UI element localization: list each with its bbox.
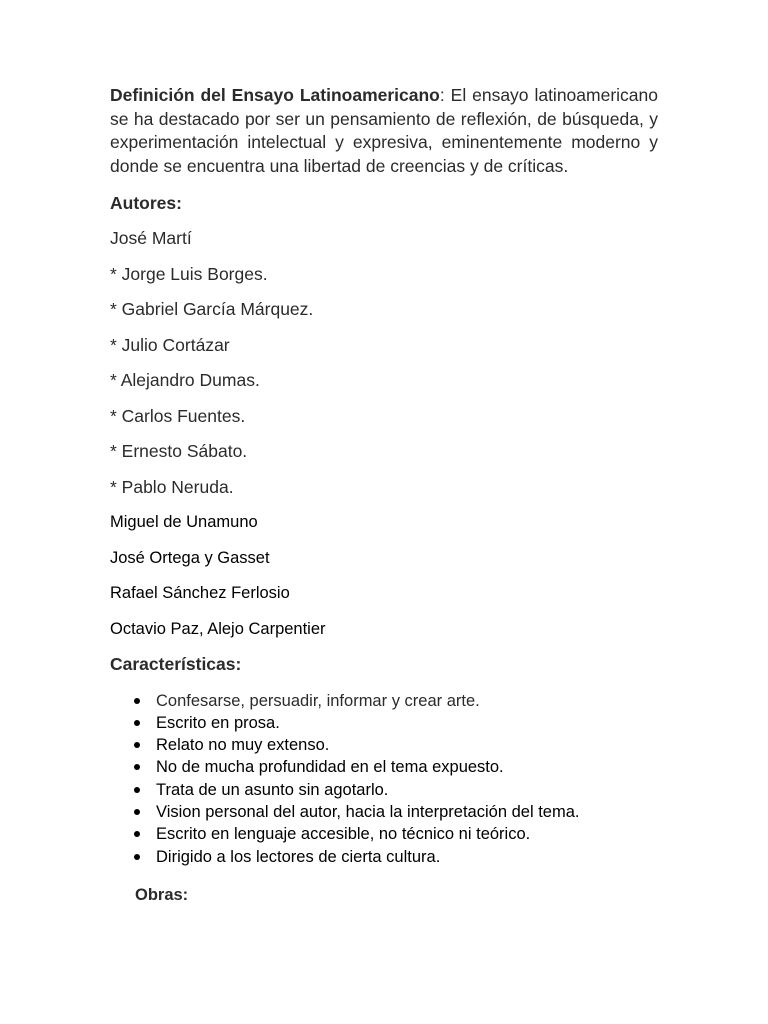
bullet-icon (134, 742, 140, 748)
document-page (110, 84, 658, 906)
author-item: * Alejandro Dumas. (110, 370, 260, 390)
list-item-text: Trata de un asunto sin agotarlo. (156, 780, 389, 799)
list-item (134, 734, 658, 756)
bullet-icon (134, 698, 140, 704)
characteristics-list (110, 690, 658, 868)
author-item: Rafael Sánchez Ferlosio (110, 584, 290, 602)
definition-paragraph (110, 84, 658, 178)
works-heading: Obras: (135, 885, 189, 904)
list-item (134, 823, 658, 845)
list-item (134, 801, 658, 823)
list-item-text: Relato no muy extenso. (156, 736, 330, 755)
author-item: Miguel de Unamuno (110, 513, 258, 531)
bullet-icon (134, 854, 140, 860)
list-item-text: Confesarse, persuadir, informar y crear arte. (156, 691, 480, 710)
list-item (134, 690, 658, 712)
authors-heading: Autores: (110, 193, 182, 213)
bullet-icon (134, 720, 140, 726)
author-item: * Julio Cortázar (110, 334, 230, 355)
list-item-text: Dirigido a los lectores de cierta cultura. (156, 847, 441, 866)
bullet-icon (134, 831, 140, 837)
author-item: * Carlos Fuentes. (110, 405, 246, 426)
author-item: José Martí (110, 228, 192, 248)
bullet-icon (134, 764, 140, 770)
list-item (134, 779, 658, 801)
author-item: * Ernesto Sábato. (110, 441, 248, 461)
list-item-text: Vision personal del autor, hacia la interpretación del tema. (156, 802, 580, 821)
characteristics-heading: Características: (110, 653, 242, 674)
author-item: José Ortega y Gasset (110, 548, 270, 567)
bullet-icon (134, 809, 140, 815)
authors-list (110, 227, 658, 640)
author-item: * Pablo Neruda. (110, 476, 234, 497)
author-item: * Gabriel García Márquez. (110, 299, 314, 319)
author-item: * Jorge Luis Borges. (110, 263, 268, 284)
bullet-icon (134, 787, 140, 793)
list-item-text: Escrito en lenguaje accesible, no técnico ni teórico. (156, 825, 531, 844)
definition-text: : El ensayo latinoamericano se ha destacado por ser un pensamiento de reflexión, de búsqueda, y experimentación intelectual y expresiva, eminentemente moderno y donde se encuentra una libertad de creencias y de críticas. (110, 85, 658, 176)
list-item (134, 756, 658, 778)
list-item (134, 846, 658, 868)
list-item-text: No de mucha profundidad en el tema expuesto. (156, 758, 504, 777)
list-item-text: Escrito en prosa. (156, 713, 280, 732)
author-item: Octavio Paz, Alejo Carpentier (110, 619, 326, 638)
list-item (134, 712, 658, 734)
definition-term: Definición del Ensayo Latinoamericano (110, 85, 440, 105)
